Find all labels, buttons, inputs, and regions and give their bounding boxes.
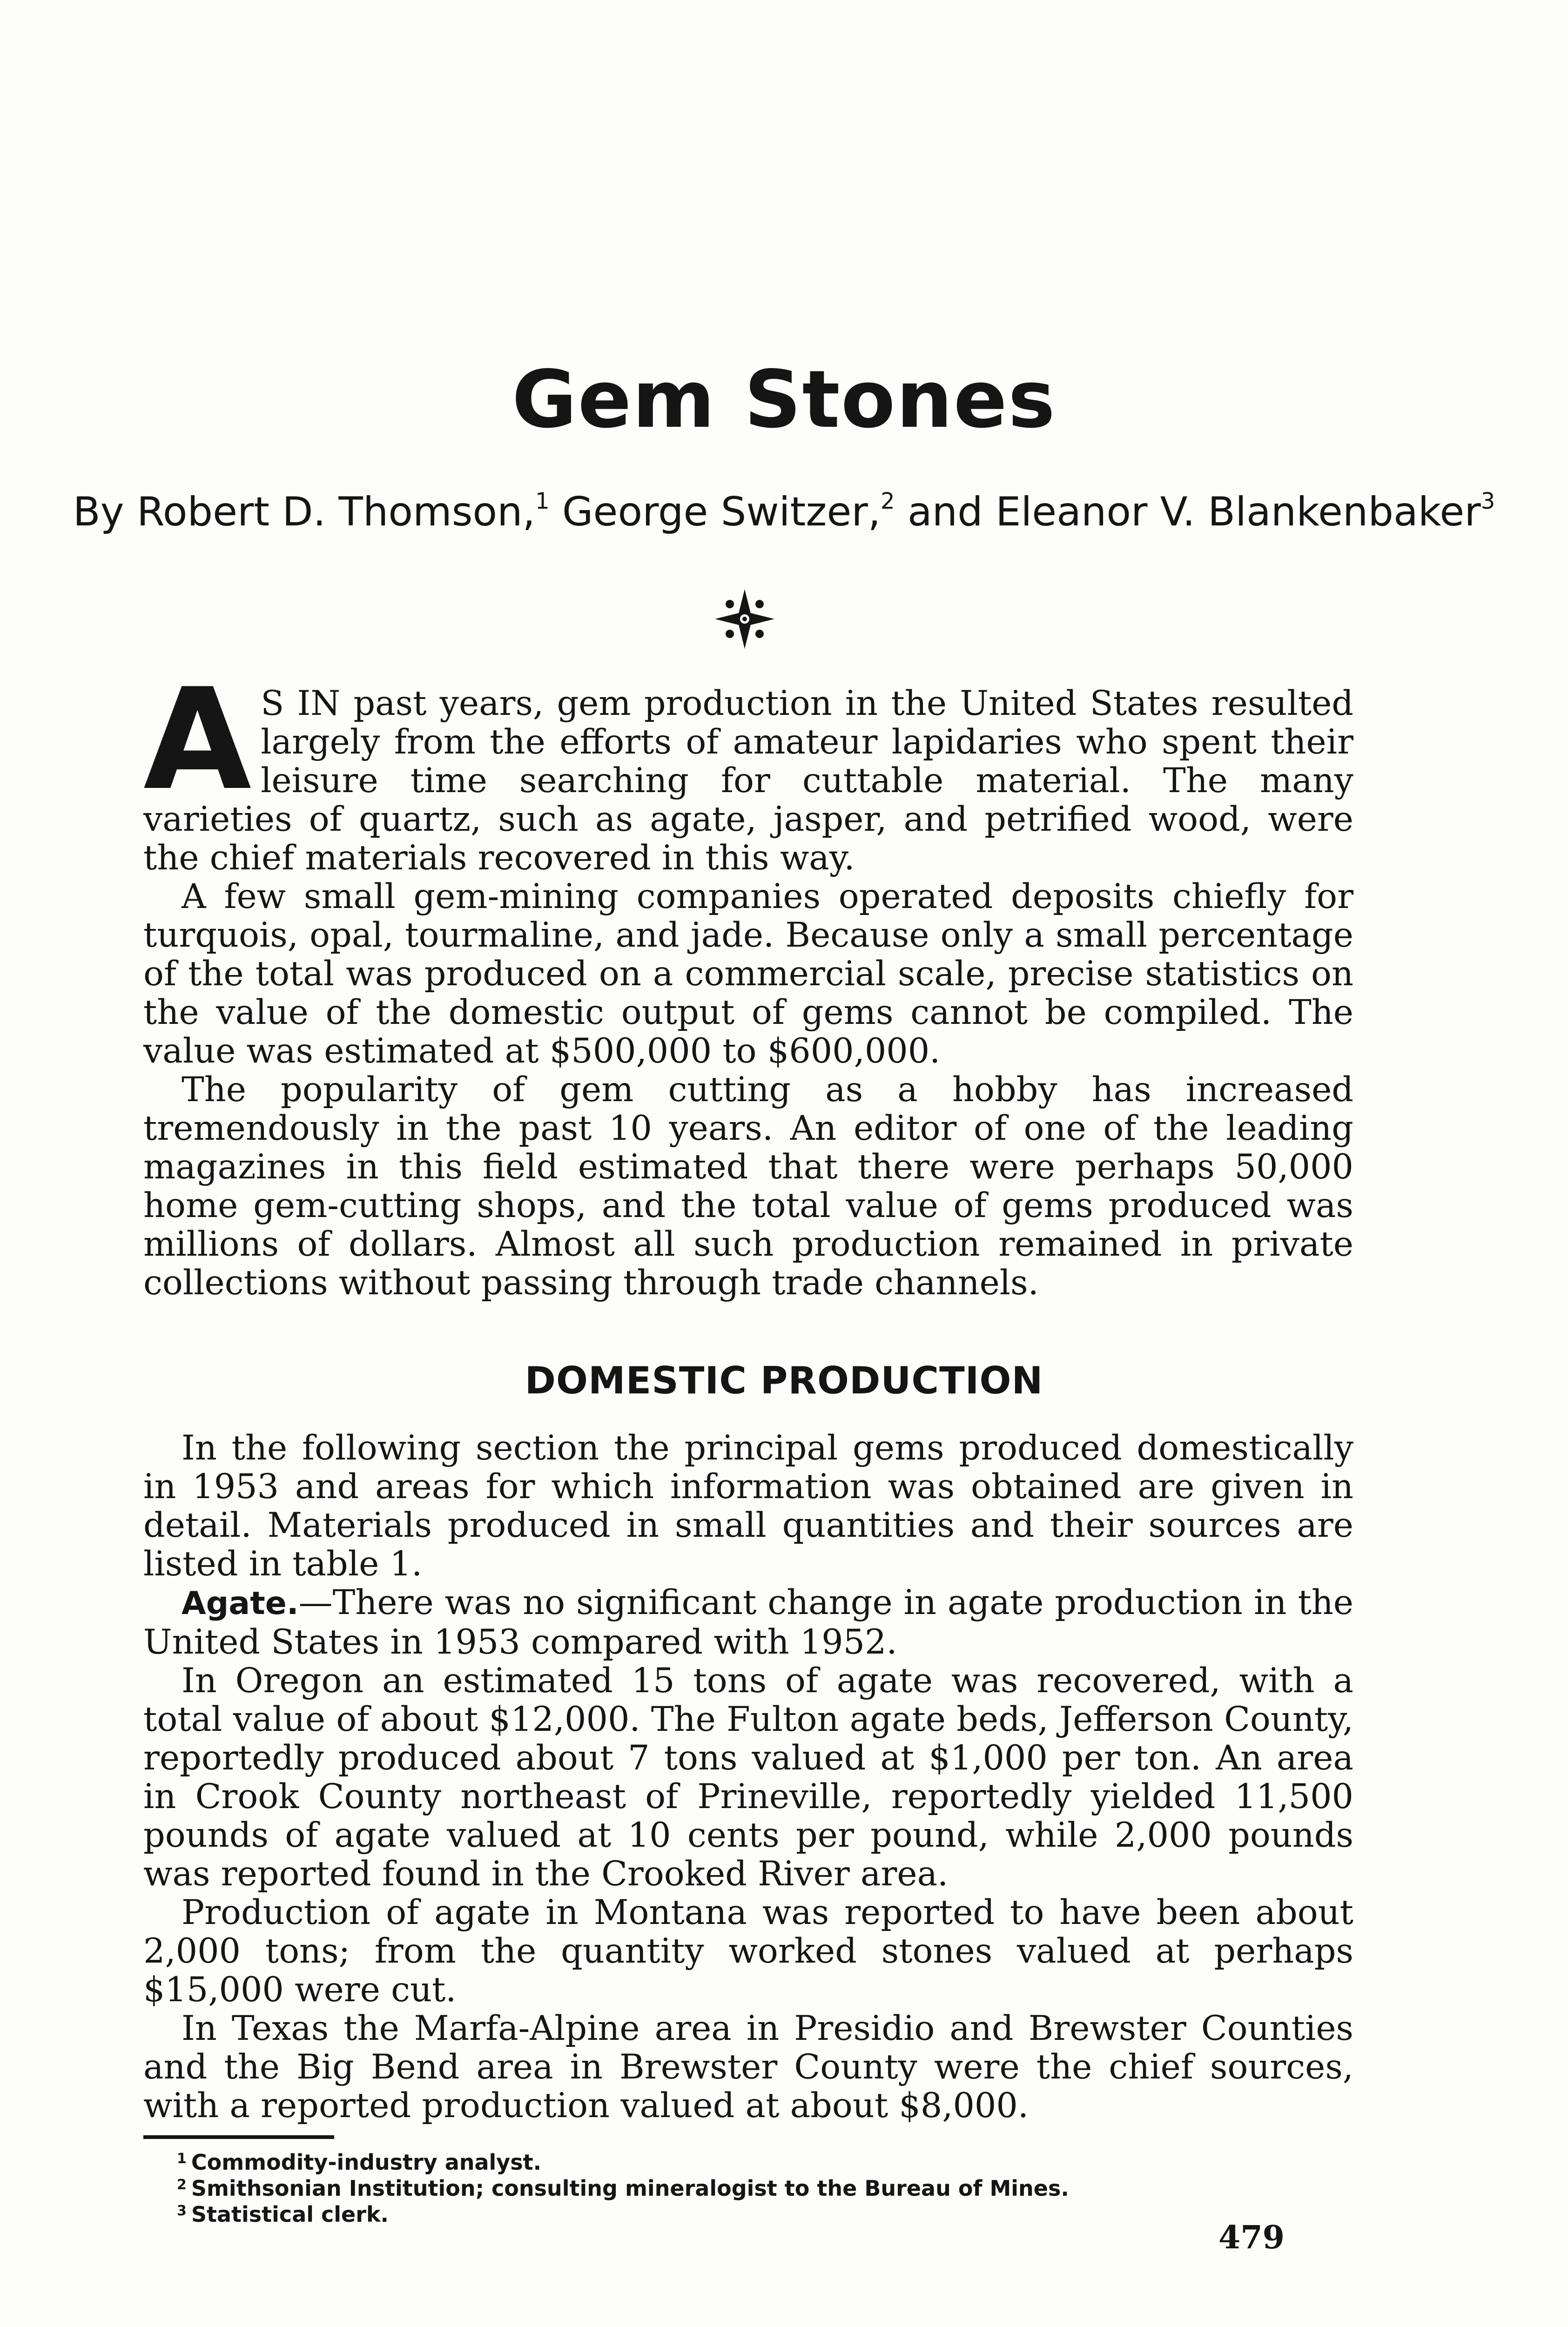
drop-cap: A [143,659,252,821]
section-heading-domestic-production: DOMESTIC PRODUCTION [525,1359,1043,1402]
author-thomson: Robert D. Thomson, [137,489,536,535]
footnote-divider [143,2135,334,2139]
footnote-2-text: Smithsonian Institution; consulting mineralogist to the Bureau of Mines. [191,2176,1069,2201]
footnote-3 [177,2201,1340,2227]
byline-prefix: By [73,489,124,535]
footnote-2 [177,2175,1340,2201]
page-number: 479 [1218,2219,1285,2256]
footnote-ref-3: 3 [1481,488,1495,514]
footnote-3-marker: 3 [177,2203,187,2219]
footnote-ref-1: 1 [535,488,550,514]
agate-paragraph-text: —There was no significant change in agate production in the United States in 1953 compared with 1952. [143,1583,1353,1662]
intro-paragraph-1-text: S IN past years, gem production in the United States resulted largely from the efforts of amateur lapidaries who spent their leisure time searching for cuttable material. The many varieties of quartz, such as agate, jasper, and petrified wood, were the chief materials recovered in this way. [143,684,1353,878]
domestic-paragraph-1: In the following section the principal gems produced domestically in 1953 and areas for which information was obtained are given in detail. Materials produced in small quantities and their sources are listed in table 1. [143,1428,1353,1584]
footnote-1-text: Commodity-industry analyst. [191,2150,542,2175]
author-blankenbaker: Eleanor V. Blankenbaker [996,489,1481,535]
footnotes [177,2149,1340,2227]
montana-paragraph: Production of agate in Montana was reported to have been about 2,000 tons; from the quantity worked stones valued at perhaps $15,000 were cut. [143,1893,1353,2010]
intro-paragraph-2: A few small gem-mining companies operated deposits chiefly for turquois, opal, tourmaline, and jade. Because only a small percentage of the total was produced on a commercial scale, precise statistics on the value of the domestic output of gems cannot be compiled. The value was estimated at $500,000 to $600,000. [143,877,1353,1071]
footnote-3-text: Statistical clerk. [191,2202,389,2227]
oregon-paragraph: In Oregon an estimated 15 tons of agate was recovered, with a total value of about $12,000. The Fulton agate beds, Jefferson County, reportedly produced about 7 tons valued at $1,000 per ton. An area in Crook County northeast of Prineville, reportedly yielded 11,500 pounds of agate valued at 10 cents per pound, while 2,000 pounds was reported found in the Crooked River area. [143,1661,1353,1894]
texas-paragraph: In Texas the Marfa-Alpine area in Presidio and Brewster Counties and the Big Bend area in Brewster County were the chief sources, with a reported production valued at about $8,000. [143,2009,1353,2125]
footnote-2-marker: 2 [177,2177,187,2193]
footnote-ref-2: 2 [881,488,895,514]
domestic-section [143,1429,1353,2125]
byline-conjunction: and [907,489,983,535]
footnote-1-marker: 1 [177,2151,187,2167]
footnote-1 [177,2149,1340,2175]
agate-runin-heading: Agate. [182,1585,299,1622]
agate-paragraph [143,1583,1353,1661]
byline [0,489,1568,535]
author-switzer: George Switzer, [562,489,881,535]
intro-paragraph-3: The popularity of gem cutting as a hobby has increased tremendously in the past 10 years. An editor of one of the leading magazines in this field estimated that there were perhaps 50,000 home gem-cutting shops, and the total value of gems produced was millions of dollars. Almost all such production remained in private collections without passing through trade channels. [143,1070,1353,1303]
intro-section [143,659,1353,1303]
article-title: Gem Stones [511,354,1057,446]
intro-paragraph-1 [143,659,1353,878]
fleuron-icon [712,586,777,652]
